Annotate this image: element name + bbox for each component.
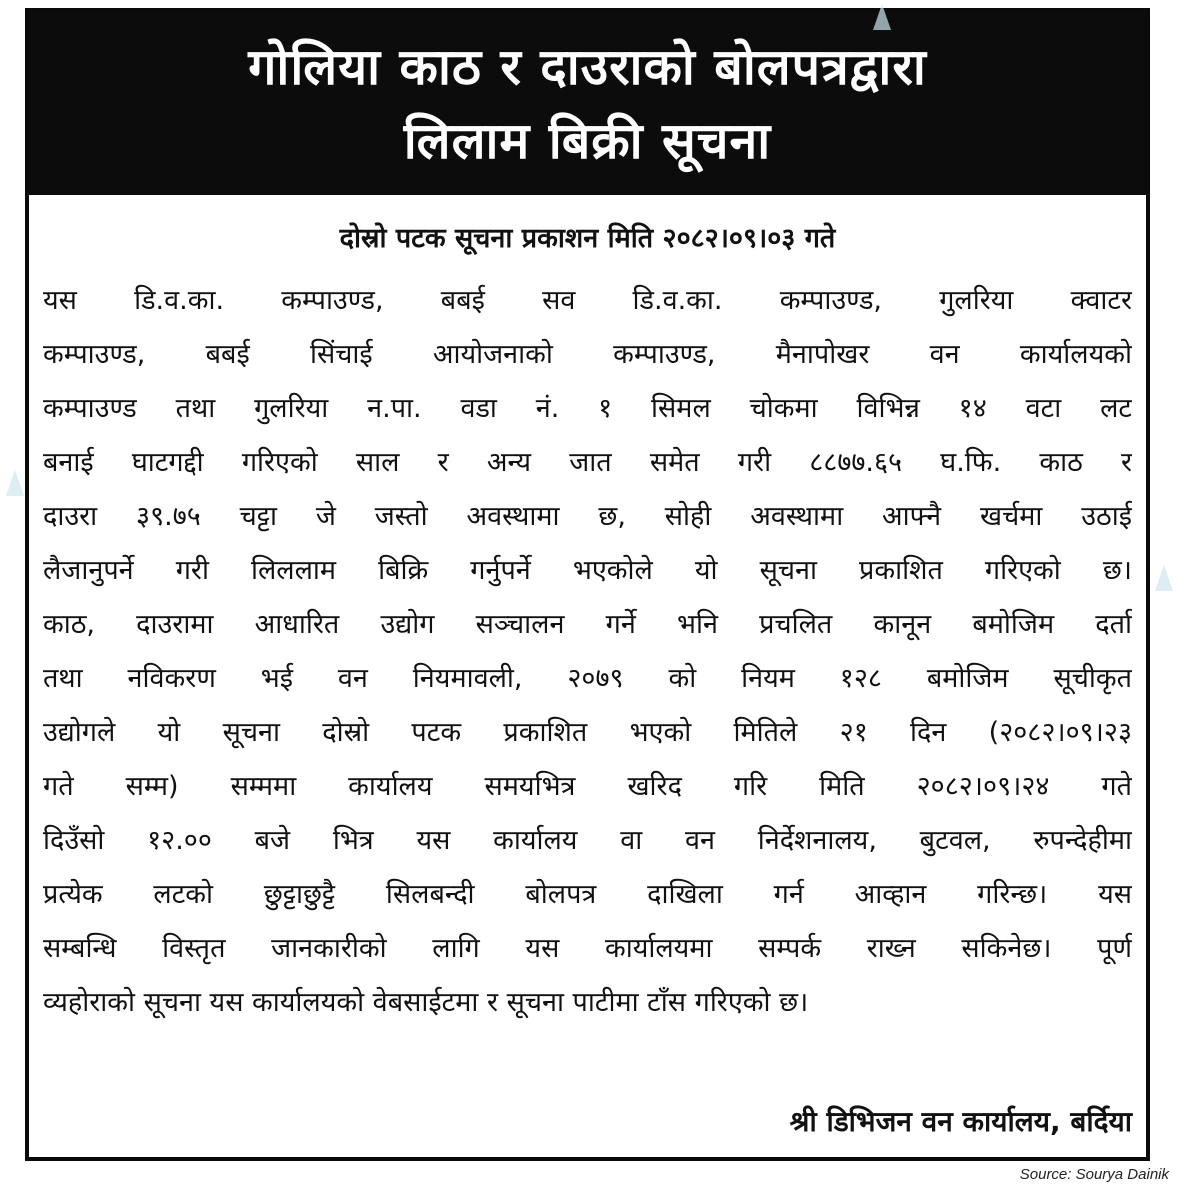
body-line: गते सम्म) सम्ममा कार्यालय समयभित्र खरिद गरि मिति २०८२।०९।२४ गते [43, 771, 1132, 802]
office-signature: श्री डिभिजन वन कार्यालय, बर्दिया [789, 1105, 1132, 1138]
body-line: प्रत्येक लटको छुट्टाछुट्टै सिलबन्दी बोलपत्र दाखिला गर्न आव्हान गरिन्छ। यस [43, 879, 1132, 910]
body-line: लैजानुपर्ने गरी लिललाम बिक्रि गर्नुपर्ने भएकोले यो सूचना प्रकाशित गरिएको छ। [43, 555, 1132, 586]
body-line: काठ, दाउरामा आधारित उद्योग सञ्चालन गर्ने भनि प्रचलित कानून बमोजिम दर्ता [43, 609, 1132, 640]
body-line: यस डि.व.का. कम्पाउण्ड, बबई सव डि.व.का. कम्पाउण्ड, गुलरिया क्वाटर [43, 285, 1132, 316]
notice-title-line-2: लिलाम बिक्री सूचना [403, 112, 772, 170]
source-credit: Source: Sourya Dainik [1019, 1166, 1169, 1183]
notice-body [43, 274, 1132, 1030]
body-line: तथा नविकरण भई वन नियमावली, २०७९ को नियम १२८ बमोजिम सूचीकृत [43, 663, 1132, 694]
body-line: सम्बन्धि विस्तृत जानकारीको लागि यस कार्यालयमा सम्पर्क राख्न सकिनेछ। पूर्ण [43, 933, 1132, 964]
body-line: कम्पाउण्ड, बबई सिंचाई आयोजनाको कम्पाउण्ड, मैनापोखर वन कार्यालयको [43, 339, 1132, 370]
publication-date-subtitle: दोस्रो पटक सूचना प्रकाशन मिति २०८२।०९।०३ गते [339, 223, 836, 254]
body-line: व्यहोराको सूचना यस कार्यालयको वेबसाईटमा र सूचना पाटीमा टाँस गरिएको छ। [43, 987, 809, 1018]
watermark-arrow-icon [1155, 565, 1173, 591]
title-bar [29, 12, 1146, 195]
watermark-arrow-icon [873, 4, 891, 30]
watermark-arrow-icon [6, 470, 24, 496]
notice-frame [25, 8, 1150, 1161]
body-line: उद्योगले यो सूचना दोस्रो पटक प्रकाशित भएको मितिले २१ दिन (२०८२।०९।२३ [43, 717, 1132, 748]
body-line: बनाई घाटगद्दी गरिएको साल र अन्य जात समेत गरी ८८७७.६५ घ.फि. काठ र [43, 447, 1132, 478]
body-line: दिउँसो १२.०० बजे भित्र यस कार्यालय वा वन निर्देशनालय, बुटवल, रुपन्देहीमा [43, 825, 1132, 856]
notice-title-line-1: गोलिया काठ र दाउराको बोलपत्रद्वारा [248, 38, 927, 96]
body-line: दाउरा ३९.७५ चट्टा जे जस्तो अवस्थामा छ, सोही अवस्थामा आफ्नै खर्चमा उठाई [43, 501, 1132, 532]
body-line: कम्पाउण्ड तथा गुलरिया न.पा. वडा नं. १ सिमल चोकमा विभिन्न १४ वटा लट [43, 393, 1132, 424]
